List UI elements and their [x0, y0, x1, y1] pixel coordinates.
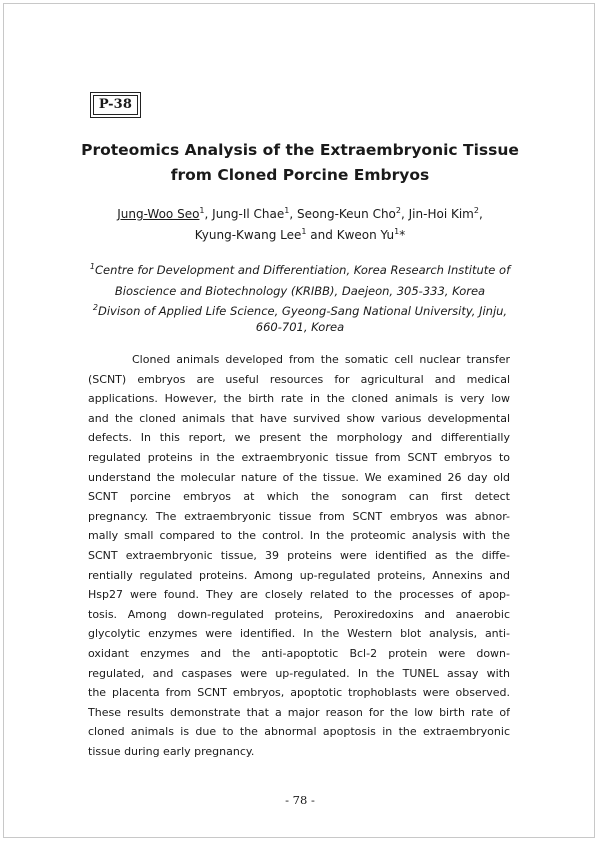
abstract-line: defects. In this report, we present the morphology and differentially	[88, 431, 510, 445]
author-name: Jung-Woo Seo	[117, 207, 200, 221]
affiliation-1-line-2: Bioscience and Biotechnology (KRIBB), Daejeon, 305-333, Korea	[114, 284, 486, 298]
poster-id-box	[90, 92, 141, 118]
abstract-line: Cloned animals developed from the somatic cell nuclear transfer	[132, 353, 510, 366]
abstract-line: and the cloned animals that have survived show various developmental	[88, 411, 510, 425]
affiliation-mark: 1	[89, 262, 95, 272]
paper-title-line-2: from Cloned Porcine Embryos	[170, 166, 430, 184]
abstract-line: regulated, and caspases were up-regulated. In the TUNEL assay with	[88, 666, 510, 680]
author-name: Kyung-Kwang Lee	[194, 228, 302, 242]
page-number: - 78 -	[285, 793, 315, 807]
author-name: Seong-Keun Cho	[297, 207, 396, 221]
abstract-line: glycolytic enzymes were identified. In the Western blot analysis, anti-	[88, 627, 510, 641]
abstract-line: oxidant enzymes and the anti-apoptotic Bcl-2 protein were down-	[88, 646, 510, 660]
poster-id: P-38	[93, 95, 138, 115]
abstract-body	[88, 350, 510, 761]
abstract-line: cloned animals is due to the abnormal apoptosis in the extraembryonic	[88, 725, 510, 739]
abstract-line: mally small compared to the control. In the proteomic analysis with the	[88, 529, 510, 543]
author-name: Jin-Hoi Kim	[408, 207, 474, 221]
abstract-line: applications. However, the birth rate in the cloned animals is very low	[88, 392, 510, 406]
author-name: Jung-Il Chae	[212, 207, 285, 221]
affiliation-mark: 2	[92, 303, 98, 313]
affiliation-1-line-1	[60, 260, 540, 280]
abstract-line: These results demonstrate that a major reason for the low birth rate of	[88, 705, 510, 719]
abstract-line: SCNT porcine embryos at which the sonogram can first detect	[88, 490, 510, 504]
abstract-line: understand the molecular nature of the tissue. We examined 26 day old	[88, 470, 510, 484]
author-affiliation-mark: 2	[395, 206, 401, 215]
affiliation-2-line-2: 660-701, Korea	[255, 320, 345, 334]
abstract-line: SCNT extraembryonic tissue, 39 proteins were identified as the diffe-	[88, 548, 510, 562]
abstract-line: pregnancy. The extraembryonic tissue from SCNT embryos was abnor-	[88, 509, 510, 523]
abstract-line: (SCNT) embryos are useful resources for agricultural and medical	[88, 372, 510, 386]
affiliation-text: Divison of Applied Life Science, Gyeong-Sang National University, Jinju,	[97, 304, 508, 318]
author-name: Kweon Yu	[336, 228, 395, 242]
abstract-line: tissue during early pregnancy.	[88, 744, 255, 758]
abstract-line: tosis. Among down-regulated proteins, Peroxiredoxins and anaerobic	[88, 607, 510, 621]
author-line-2	[60, 225, 540, 245]
author-affiliation-mark: 2	[473, 206, 479, 215]
abstract-line: the placenta from SCNT embryos, apoptotic trophoblasts were observed.	[88, 686, 510, 700]
author-line-1: Jung-Woo Seo$^1$, Jung-Il Chae$^1$, Seong-Keun Cho$^2$, Jin-Hoi Kim$^2$,	[117, 206, 483, 221]
paper-title-line-1: Proteomics Analysis of the Extraembryonic Tissue	[81, 141, 519, 159]
author-connector: and	[310, 228, 333, 242]
corresponding-author-mark: *	[399, 228, 406, 242]
abstract-line: rentially regulated proteins. Among up-regulated proteins, Annexins and	[88, 568, 510, 582]
abstract-line: Hsp27 were found. They are closely related to the processes of apop-	[88, 588, 510, 602]
abstract-line: regulated proteins in the extraembryonic tissue from SCNT embryos to	[88, 450, 510, 464]
author-affiliation-mark: 1	[301, 227, 307, 236]
author-affiliation-mark: 1	[284, 206, 290, 215]
affiliation-text: Centre for Development and Differentiation, Korea Research Institute of	[94, 263, 511, 277]
author-affiliation-mark: 1	[199, 206, 205, 215]
author-affiliation-mark: 1	[394, 227, 400, 236]
